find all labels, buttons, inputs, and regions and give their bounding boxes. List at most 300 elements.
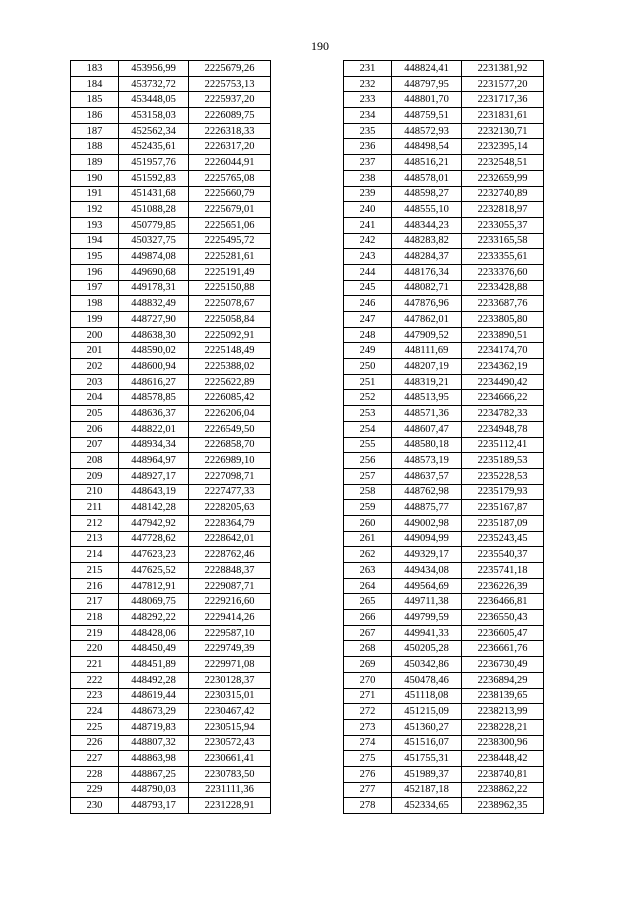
table-row	[344, 578, 544, 594]
y-coordinate-cell: 2236226,39	[462, 578, 544, 594]
point-number-cell: 244	[344, 264, 392, 280]
x-coordinate-cell: 448598,27	[392, 186, 462, 202]
x-coordinate-cell: 451516,07	[392, 735, 462, 751]
point-number-cell: 270	[344, 672, 392, 688]
y-coordinate-cell: 2233428,88	[462, 280, 544, 296]
point-number-cell: 190	[71, 170, 119, 186]
x-coordinate-cell: 453158,03	[119, 108, 189, 124]
y-coordinate-cell: 2231381,92	[462, 61, 544, 77]
point-number-cell: 196	[71, 264, 119, 280]
y-coordinate-cell: 2229749,39	[189, 641, 271, 657]
point-number-cell: 233	[344, 92, 392, 108]
y-coordinate-cell: 2236466,81	[462, 594, 544, 610]
y-coordinate-cell: 2234490,42	[462, 374, 544, 390]
point-number-cell: 218	[71, 610, 119, 626]
y-coordinate-cell: 2227098,71	[189, 468, 271, 484]
y-coordinate-cell: 2238228,21	[462, 719, 544, 735]
y-coordinate-cell: 2230467,42	[189, 704, 271, 720]
table-row	[71, 735, 271, 751]
table-row	[344, 421, 544, 437]
x-coordinate-cell: 448292,22	[119, 610, 189, 626]
point-number-cell: 277	[344, 782, 392, 798]
x-coordinate-cell: 450327,75	[119, 233, 189, 249]
point-number-cell: 278	[344, 798, 392, 814]
point-number-cell: 247	[344, 312, 392, 328]
point-number-cell: 239	[344, 186, 392, 202]
table-row	[344, 798, 544, 814]
y-coordinate-cell: 2238139,65	[462, 688, 544, 704]
y-coordinate-cell: 2233055,37	[462, 217, 544, 233]
y-coordinate-cell: 2226206,04	[189, 406, 271, 422]
x-coordinate-cell: 451957,76	[119, 155, 189, 171]
x-coordinate-cell: 448513,95	[392, 390, 462, 406]
x-coordinate-cell: 451360,27	[392, 719, 462, 735]
y-coordinate-cell: 2230572,43	[189, 735, 271, 751]
table-row	[71, 672, 271, 688]
table-row	[344, 170, 544, 186]
point-number-cell: 205	[71, 406, 119, 422]
y-coordinate-cell: 2233805,80	[462, 312, 544, 328]
y-coordinate-cell: 2238300,96	[462, 735, 544, 751]
y-coordinate-cell: 2228205,63	[189, 500, 271, 516]
point-number-cell: 208	[71, 453, 119, 469]
table-row	[344, 657, 544, 673]
y-coordinate-cell: 2238962,35	[462, 798, 544, 814]
table-row	[344, 547, 544, 563]
x-coordinate-cell: 448207,19	[392, 359, 462, 375]
point-number-cell: 224	[71, 704, 119, 720]
x-coordinate-cell: 451118,08	[392, 688, 462, 704]
point-number-cell: 192	[71, 202, 119, 218]
x-coordinate-cell: 452334,65	[392, 798, 462, 814]
table-row	[71, 515, 271, 531]
point-number-cell: 213	[71, 531, 119, 547]
y-coordinate-cell: 2225679,01	[189, 202, 271, 218]
x-coordinate-cell: 448964,97	[119, 453, 189, 469]
table-row	[344, 374, 544, 390]
x-coordinate-cell: 448283,82	[392, 233, 462, 249]
point-number-cell: 238	[344, 170, 392, 186]
table-row	[344, 406, 544, 422]
table-row	[71, 249, 271, 265]
point-number-cell: 248	[344, 327, 392, 343]
table-row	[344, 531, 544, 547]
x-coordinate-cell: 447625,52	[119, 563, 189, 579]
point-number-cell: 203	[71, 374, 119, 390]
table-body-right	[344, 61, 544, 814]
x-coordinate-cell: 448801,70	[392, 92, 462, 108]
table-row	[71, 359, 271, 375]
table-row	[71, 76, 271, 92]
x-coordinate-cell: 448867,25	[119, 766, 189, 782]
point-number-cell: 207	[71, 437, 119, 453]
y-coordinate-cell: 2228762,46	[189, 547, 271, 563]
point-number-cell: 210	[71, 484, 119, 500]
point-number-cell: 240	[344, 202, 392, 218]
table-row	[71, 296, 271, 312]
x-coordinate-cell: 449094,99	[392, 531, 462, 547]
point-number-cell: 266	[344, 610, 392, 626]
table-row	[71, 202, 271, 218]
table-row	[71, 798, 271, 814]
table-row	[344, 704, 544, 720]
point-number-cell: 226	[71, 735, 119, 751]
table-row	[344, 594, 544, 610]
x-coordinate-cell: 448619,44	[119, 688, 189, 704]
point-number-cell: 255	[344, 437, 392, 453]
table-row	[71, 155, 271, 171]
table-row	[71, 657, 271, 673]
point-number-cell: 206	[71, 421, 119, 437]
x-coordinate-cell: 448673,29	[119, 704, 189, 720]
y-coordinate-cell: 2231831,61	[462, 108, 544, 124]
y-coordinate-cell: 2230783,50	[189, 766, 271, 782]
point-number-cell: 253	[344, 406, 392, 422]
y-coordinate-cell: 2229216,60	[189, 594, 271, 610]
y-coordinate-cell: 2226989,10	[189, 453, 271, 469]
x-coordinate-cell: 449564,69	[392, 578, 462, 594]
table-row	[344, 719, 544, 735]
point-number-cell: 209	[71, 468, 119, 484]
table-row	[71, 468, 271, 484]
y-coordinate-cell: 2232659,99	[462, 170, 544, 186]
x-coordinate-cell: 448600,94	[119, 359, 189, 375]
y-coordinate-cell: 2233687,76	[462, 296, 544, 312]
point-number-cell: 275	[344, 751, 392, 767]
table-row	[344, 61, 544, 77]
x-coordinate-cell: 449874,08	[119, 249, 189, 265]
y-coordinate-cell: 2228364,79	[189, 515, 271, 531]
x-coordinate-cell: 447728,62	[119, 531, 189, 547]
point-number-cell: 259	[344, 500, 392, 516]
table-row	[344, 484, 544, 500]
point-number-cell: 254	[344, 421, 392, 437]
table-row	[344, 264, 544, 280]
point-number-cell: 184	[71, 76, 119, 92]
table-row	[71, 327, 271, 343]
x-coordinate-cell: 448793,17	[119, 798, 189, 814]
y-coordinate-cell: 2235112,41	[462, 437, 544, 453]
point-number-cell: 268	[344, 641, 392, 657]
table-row	[344, 217, 544, 233]
x-coordinate-cell: 448344,23	[392, 217, 462, 233]
y-coordinate-cell: 2232740,89	[462, 186, 544, 202]
table-row	[344, 500, 544, 516]
y-coordinate-cell: 2226317,20	[189, 139, 271, 155]
table-row	[71, 406, 271, 422]
point-number-cell: 214	[71, 547, 119, 563]
x-coordinate-cell: 447909,52	[392, 327, 462, 343]
y-coordinate-cell: 2234362,19	[462, 359, 544, 375]
table-row	[71, 139, 271, 155]
table-row	[344, 688, 544, 704]
point-number-cell: 261	[344, 531, 392, 547]
y-coordinate-cell: 2232548,51	[462, 155, 544, 171]
y-coordinate-cell: 2233355,61	[462, 249, 544, 265]
y-coordinate-cell: 2226858,70	[189, 437, 271, 453]
x-coordinate-cell: 448176,34	[392, 264, 462, 280]
point-number-cell: 191	[71, 186, 119, 202]
y-coordinate-cell: 2225765,08	[189, 170, 271, 186]
table-row	[344, 468, 544, 484]
point-number-cell: 265	[344, 594, 392, 610]
y-coordinate-cell: 2235228,53	[462, 468, 544, 484]
table-row	[344, 641, 544, 657]
y-coordinate-cell: 2232130,71	[462, 123, 544, 139]
table-row	[71, 751, 271, 767]
point-number-cell: 258	[344, 484, 392, 500]
x-coordinate-cell: 449434,08	[392, 563, 462, 579]
y-coordinate-cell: 2226089,75	[189, 108, 271, 124]
table-row	[344, 123, 544, 139]
table-row	[71, 719, 271, 735]
x-coordinate-cell: 448762,98	[392, 484, 462, 500]
y-coordinate-cell: 2226549,50	[189, 421, 271, 437]
point-number-cell: 236	[344, 139, 392, 155]
y-coordinate-cell: 2236605,47	[462, 625, 544, 641]
y-coordinate-cell: 2231717,36	[462, 92, 544, 108]
point-number-cell: 269	[344, 657, 392, 673]
point-number-cell: 194	[71, 233, 119, 249]
table-row	[344, 390, 544, 406]
point-number-cell: 274	[344, 735, 392, 751]
y-coordinate-cell: 2225622,89	[189, 374, 271, 390]
table-row	[344, 327, 544, 343]
point-number-cell: 231	[344, 61, 392, 77]
x-coordinate-cell: 450342,86	[392, 657, 462, 673]
y-coordinate-cell: 2225281,61	[189, 249, 271, 265]
table-row	[71, 453, 271, 469]
y-coordinate-cell: 2236550,43	[462, 610, 544, 626]
y-coordinate-cell: 2236894,29	[462, 672, 544, 688]
point-number-cell: 221	[71, 657, 119, 673]
table-row	[344, 515, 544, 531]
table-row	[344, 343, 544, 359]
table-row	[71, 688, 271, 704]
table-row	[71, 264, 271, 280]
table-row	[344, 108, 544, 124]
y-coordinate-cell: 2225937,20	[189, 92, 271, 108]
point-number-cell: 276	[344, 766, 392, 782]
y-coordinate-cell: 2235187,09	[462, 515, 544, 531]
x-coordinate-cell: 448451,89	[119, 657, 189, 673]
x-coordinate-cell: 449002,98	[392, 515, 462, 531]
coordinates-table-left	[70, 60, 271, 814]
table-row	[71, 578, 271, 594]
table-row	[71, 766, 271, 782]
table-row	[71, 547, 271, 563]
point-number-cell: 256	[344, 453, 392, 469]
x-coordinate-cell: 451215,09	[392, 704, 462, 720]
x-coordinate-cell: 448082,71	[392, 280, 462, 296]
y-coordinate-cell: 2225058,84	[189, 312, 271, 328]
y-coordinate-cell: 2238213,99	[462, 704, 544, 720]
x-coordinate-cell: 448492,28	[119, 672, 189, 688]
point-number-cell: 271	[344, 688, 392, 704]
y-coordinate-cell: 2236730,49	[462, 657, 544, 673]
point-number-cell: 251	[344, 374, 392, 390]
point-number-cell: 202	[71, 359, 119, 375]
point-number-cell: 183	[71, 61, 119, 77]
table-row	[71, 421, 271, 437]
x-coordinate-cell: 448498,54	[392, 139, 462, 155]
table-row	[71, 108, 271, 124]
x-coordinate-cell: 448638,30	[119, 327, 189, 343]
x-coordinate-cell: 448824,41	[392, 61, 462, 77]
x-coordinate-cell: 453732,72	[119, 76, 189, 92]
x-coordinate-cell: 448571,36	[392, 406, 462, 422]
x-coordinate-cell: 449799,59	[392, 610, 462, 626]
x-coordinate-cell: 447623,23	[119, 547, 189, 563]
x-coordinate-cell: 451592,83	[119, 170, 189, 186]
x-coordinate-cell: 449711,38	[392, 594, 462, 610]
table-row	[71, 92, 271, 108]
point-number-cell: 185	[71, 92, 119, 108]
table-row	[71, 280, 271, 296]
x-coordinate-cell: 448636,37	[119, 406, 189, 422]
table-body-left	[71, 61, 271, 814]
point-number-cell: 189	[71, 155, 119, 171]
y-coordinate-cell: 2235179,93	[462, 484, 544, 500]
table-row	[344, 453, 544, 469]
x-coordinate-cell: 448797,95	[392, 76, 462, 92]
y-coordinate-cell: 2225679,26	[189, 61, 271, 77]
x-coordinate-cell: 451088,28	[119, 202, 189, 218]
x-coordinate-cell: 448450,49	[119, 641, 189, 657]
x-coordinate-cell: 448111,69	[392, 343, 462, 359]
table-row	[71, 170, 271, 186]
table-row	[71, 233, 271, 249]
table-row	[71, 123, 271, 139]
x-coordinate-cell: 448578,85	[119, 390, 189, 406]
y-coordinate-cell: 2233890,51	[462, 327, 544, 343]
y-coordinate-cell: 2227477,33	[189, 484, 271, 500]
y-coordinate-cell: 2238448,42	[462, 751, 544, 767]
x-coordinate-cell: 448319,21	[392, 374, 462, 390]
y-coordinate-cell: 2234666,22	[462, 390, 544, 406]
table-row	[71, 625, 271, 641]
table-row	[71, 390, 271, 406]
point-number-cell: 245	[344, 280, 392, 296]
x-coordinate-cell: 448759,51	[392, 108, 462, 124]
y-coordinate-cell: 2231228,91	[189, 798, 271, 814]
y-coordinate-cell: 2225092,91	[189, 327, 271, 343]
x-coordinate-cell: 448927,17	[119, 468, 189, 484]
y-coordinate-cell: 2228848,37	[189, 563, 271, 579]
point-number-cell: 246	[344, 296, 392, 312]
y-coordinate-cell: 2225651,06	[189, 217, 271, 233]
x-coordinate-cell: 448607,47	[392, 421, 462, 437]
table-row	[71, 704, 271, 720]
point-number-cell: 229	[71, 782, 119, 798]
y-coordinate-cell: 2229971,08	[189, 657, 271, 673]
x-coordinate-cell: 448643,19	[119, 484, 189, 500]
table-row	[344, 610, 544, 626]
y-coordinate-cell: 2225148,49	[189, 343, 271, 359]
x-coordinate-cell: 447876,96	[392, 296, 462, 312]
x-coordinate-cell: 448142,28	[119, 500, 189, 516]
y-coordinate-cell: 2229087,71	[189, 578, 271, 594]
y-coordinate-cell: 2226044,91	[189, 155, 271, 171]
table-row	[71, 782, 271, 798]
table-row	[344, 312, 544, 328]
coordinates-table-right	[343, 60, 544, 814]
x-coordinate-cell: 448580,18	[392, 437, 462, 453]
x-coordinate-cell: 449178,31	[119, 280, 189, 296]
x-coordinate-cell: 448727,90	[119, 312, 189, 328]
point-number-cell: 257	[344, 468, 392, 484]
table-row	[71, 641, 271, 657]
x-coordinate-cell: 450779,85	[119, 217, 189, 233]
table-row	[344, 202, 544, 218]
y-coordinate-cell: 2238740,81	[462, 766, 544, 782]
point-number-cell: 217	[71, 594, 119, 610]
y-coordinate-cell: 2238862,22	[462, 782, 544, 798]
table-row	[344, 751, 544, 767]
x-coordinate-cell: 447862,01	[392, 312, 462, 328]
point-number-cell: 264	[344, 578, 392, 594]
point-number-cell: 225	[71, 719, 119, 735]
x-coordinate-cell: 448790,03	[119, 782, 189, 798]
x-coordinate-cell: 453956,99	[119, 61, 189, 77]
table-row	[344, 359, 544, 375]
table-row	[344, 563, 544, 579]
y-coordinate-cell: 2231577,20	[462, 76, 544, 92]
point-number-cell: 187	[71, 123, 119, 139]
y-coordinate-cell: 2229414,26	[189, 610, 271, 626]
y-coordinate-cell: 2232818,97	[462, 202, 544, 218]
y-coordinate-cell: 2230128,37	[189, 672, 271, 688]
point-number-cell: 252	[344, 390, 392, 406]
point-number-cell: 223	[71, 688, 119, 704]
point-number-cell: 250	[344, 359, 392, 375]
point-number-cell: 234	[344, 108, 392, 124]
table-row	[71, 374, 271, 390]
point-number-cell: 216	[71, 578, 119, 594]
table-row	[344, 249, 544, 265]
point-number-cell: 232	[344, 76, 392, 92]
point-number-cell: 262	[344, 547, 392, 563]
page-number: 190	[311, 39, 329, 53]
y-coordinate-cell: 2225753,13	[189, 76, 271, 92]
table-row	[344, 233, 544, 249]
table-row	[71, 217, 271, 233]
y-coordinate-cell: 2226318,33	[189, 123, 271, 139]
point-number-cell: 242	[344, 233, 392, 249]
table-row	[344, 782, 544, 798]
table-row	[344, 92, 544, 108]
point-number-cell: 215	[71, 563, 119, 579]
x-coordinate-cell: 449690,68	[119, 264, 189, 280]
y-coordinate-cell: 2225150,88	[189, 280, 271, 296]
point-number-cell: 195	[71, 249, 119, 265]
point-number-cell: 260	[344, 515, 392, 531]
table-row	[344, 437, 544, 453]
y-coordinate-cell: 2235167,87	[462, 500, 544, 516]
x-coordinate-cell: 450205,28	[392, 641, 462, 657]
x-coordinate-cell: 452562,34	[119, 123, 189, 139]
table-row	[344, 186, 544, 202]
table-row	[344, 672, 544, 688]
x-coordinate-cell: 448428,06	[119, 625, 189, 641]
x-coordinate-cell: 447812,91	[119, 578, 189, 594]
point-number-cell: 200	[71, 327, 119, 343]
table-row	[71, 437, 271, 453]
x-coordinate-cell: 448822,01	[119, 421, 189, 437]
y-coordinate-cell: 2228642,01	[189, 531, 271, 547]
point-number-cell: 211	[71, 500, 119, 516]
point-number-cell: 241	[344, 217, 392, 233]
